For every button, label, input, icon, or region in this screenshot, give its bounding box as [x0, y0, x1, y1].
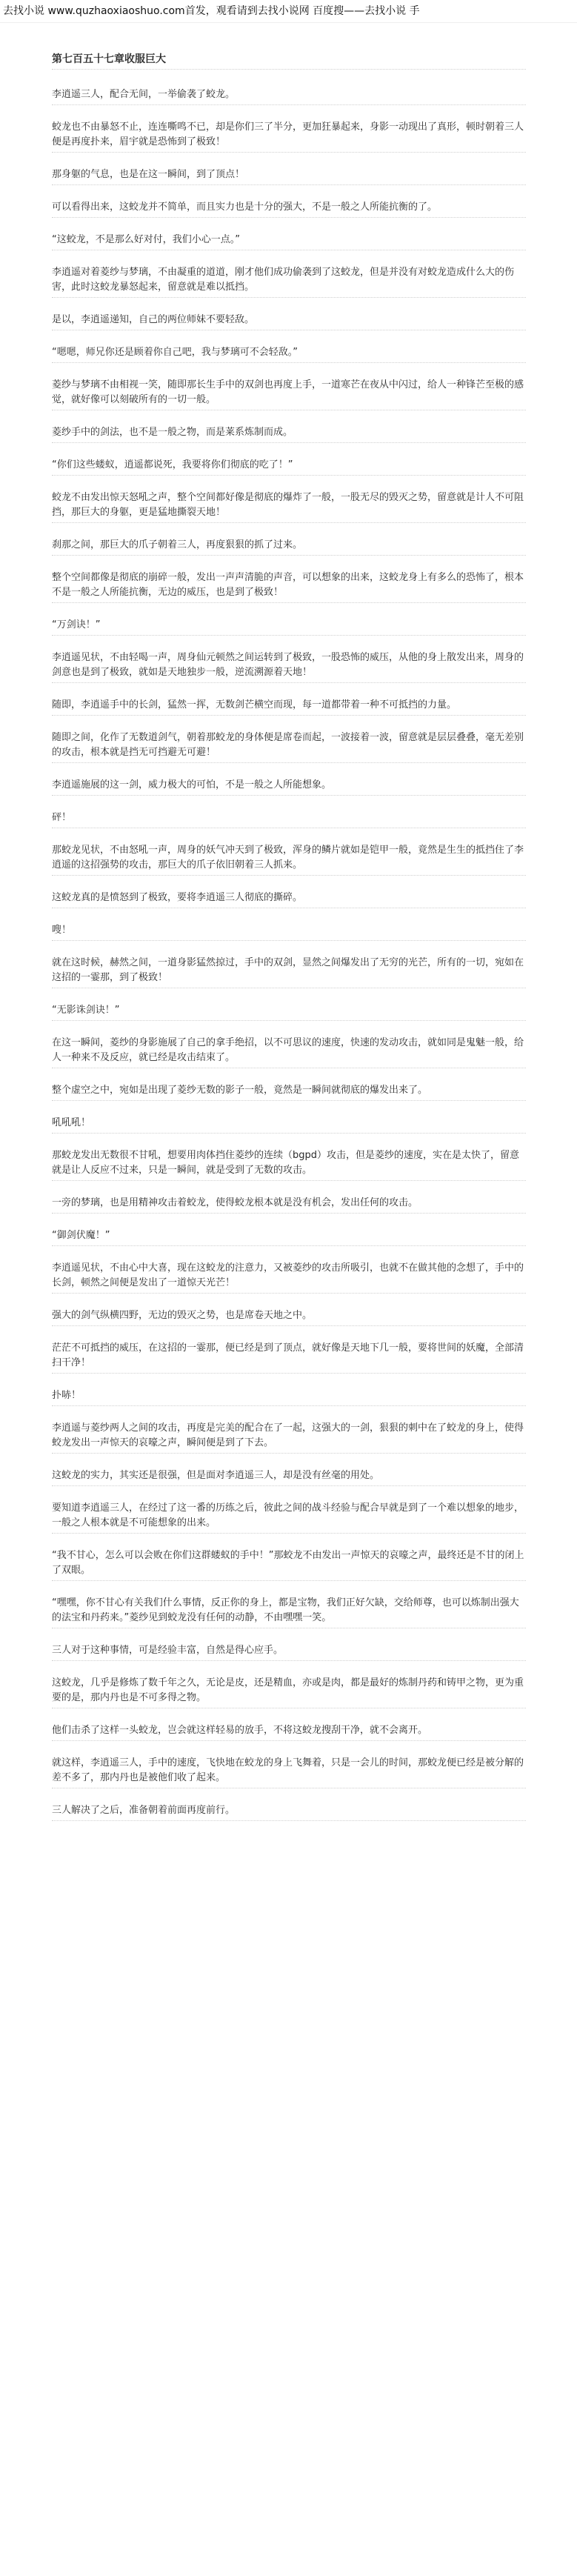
spacer: [52, 556, 526, 570]
paragraph: 整个空间都像是彻底的崩碎一般，发出一声声清脆的声音，可以想象的出来，这蛟龙身上有多么的恐怖了，根本不是一般之人所能抗衡，无边的威压，也是到了极致！: [52, 570, 526, 603]
spacer: [52, 1068, 526, 1083]
site-banner: 去找小说 www.quzhaoxiaoshuo.com首发，观看请到去找小说网 百度搜——去找小说 手: [0, 0, 577, 23]
paragraph: 李逍遥施展的这一剑，威力极大的可怕，不是一般之人所能想象。: [52, 778, 526, 796]
spacer: [52, 1021, 526, 1036]
paragraph: “万剑诀！”: [52, 618, 526, 636]
paragraph: “嘿嘿，你不甘心有关我们什么事情，反正你的身上，都是宝物，我们正好欠缺，交给师尊，也可以炼制出强大的法宝和丹药来。”菱纱见到蛟龙没有任何的动静，不由嘿嘿一笑。: [52, 1596, 526, 1628]
paragraph: 刹那之间，那巨大的爪子朝着三人，再度狠狠的抓了过来。: [52, 538, 526, 556]
spacer: [52, 1214, 526, 1228]
paragraph: 嗖！: [52, 923, 526, 941]
spacer: [52, 1246, 526, 1261]
paragraph: “御剑伏魔！”: [52, 1228, 526, 1246]
paragraph: 就这样，李逍遥三人，手中的速度，飞快地在蛟龙的身上飞舞着，只是一会儿的时间，那蛟龙便已经是被分解的差不多了，那内丹也是被他们收了起来。: [52, 1756, 526, 1788]
spacer: [52, 153, 526, 167]
spacer: [52, 1661, 526, 1676]
paragraph: 可以看得出来，这蛟龙并不简单，而且实力也是十分的强大，不是一般之人所能抗衡的了。: [52, 200, 526, 218]
spacer: [52, 988, 526, 1003]
paragraph: 蛟龙不由发出惊天怒吼之声，整个空间都好像是彻底的爆炸了一般，一股无尽的毁灭之势，留意就是计人不可阻挡，那巨大的身躯，更是猛地撕裂天地！: [52, 490, 526, 523]
spacer: [52, 250, 526, 265]
paragraph: 他们击杀了这样一头蛟龙，岂会就这样轻易的放手，不将这蛟龙搜刮干净，就不会离开。: [52, 1723, 526, 1741]
spacer: [52, 105, 526, 120]
paragraph: 在这一瞬间，菱纱的身影施展了自己的拿手绝招，以不可思议的速度，快速的发动攻击，就如同是鬼魅一般，给人一种来不及反应，就已经是攻击结束了。: [52, 1036, 526, 1068]
paragraph: “无影诛剑诀！”: [52, 1003, 526, 1021]
spacer: [52, 1101, 526, 1116]
spacer: [52, 1181, 526, 1196]
paragraph: 蛟龙也不由暴怒不止，连连嘶鸣不已，却是你们三了半分，更加狂暴起来，身影一动现出了真形，顿时朝着三人便是再度扑来，眉宇就是恐怖到了极致！: [52, 120, 526, 153]
spacer: [52, 73, 526, 87]
paragraph: 一旁的梦璃，也是用精神攻击着蛟龙，使得蛟龙根本就是没有机会，发出任何的攻击。: [52, 1196, 526, 1214]
paragraph: 强大的剑气纵横四野，无边的毁灭之势，也是席卷天地之中。: [52, 1308, 526, 1326]
paragraph: 李逍遥与菱纱两人之间的攻击，再度是完美的配合在了一起，这强大的一剑，狠狠的刺中在了蛟龙的身上，使得蛟龙发出一声惊天的哀嚎之声，瞬间便是到了下去。: [52, 1421, 526, 1454]
spacer: [52, 1486, 526, 1501]
paragraph: 菱纱手中的剑法，也不是一般之物，而是莱系炼制而成。: [52, 425, 526, 443]
spacer: [52, 1581, 526, 1596]
spacer: [52, 1374, 526, 1388]
spacer: [52, 828, 526, 843]
spacer: [52, 1454, 526, 1468]
spacer: [52, 876, 526, 891]
spacer: [52, 716, 526, 730]
paragraph: 就在这时候，赫然之间，一道身影猛然掠过，手中的双剑，显然之间爆发出了无穷的光芒，所有的一切，宛如在这招的一霎那，到了极致！: [52, 956, 526, 988]
paragraph: 整个虚空之中，宛如是出现了菱纱无数的影子一般，竟然是一瞬间就彻底的爆发出来了。: [52, 1083, 526, 1101]
paragraph: 那蛟龙见状，不由怒吼一声，周身的妖气冲天到了极致，浑身的鳞片就如是铠甲一般，竟然是生生的抵挡住了李逍遥的这招强势的攻击，那巨大的爪子依旧朝着三人抓来。: [52, 843, 526, 876]
paragraph: 要知道李逍遥三人，在经过了这一番的历练之后，彼此之间的战斗经验与配合早就是到了一个难以想象的地步，一般之人根本就是不可能想象的出来。: [52, 1501, 526, 1534]
spacer: [52, 941, 526, 956]
spacer: [52, 1788, 526, 1803]
chapter-content: [52, 52, 526, 1821]
spacer: [52, 363, 526, 378]
paragraph: 李逍遥对着菱纱与梦璃，不由凝重的道道，刚才他们成功偷袭到了这蛟龙，但是并没有对蛟龙造成什么大的伤害，此时这蛟龙暴怒起来，留意就是难以抵挡。: [52, 265, 526, 298]
spacer: [52, 1294, 526, 1308]
spacer: [52, 330, 526, 345]
paragraph: 随即，李逍遥手中的长剑，猛然一挥，无数剑芒横空而现，每一道都带着一种不可抵挡的力量。: [52, 698, 526, 716]
paragraph: 吼吼吼！: [52, 1116, 526, 1134]
paragraph: 这蛟龙真的是愤怒到了极致，要将李逍遥三人彻底的撕碎。: [52, 891, 526, 908]
paragraph: 三人对于这种事情，可是经验丰富，自然是得心应手。: [52, 1643, 526, 1661]
paragraph: 那身躯的气息，也是在这一瞬间，到了顶点！: [52, 167, 526, 185]
paragraph: 是以，李逍遥递知，自己的两位师妹不要轻敌。: [52, 313, 526, 330]
spacer: [52, 636, 526, 650]
paragraph: “你们这些蝼蚁，逍遥都说死，我要将你们彻底的吃了！”: [52, 458, 526, 476]
spacer: [52, 218, 526, 233]
paragraph: 这蛟龙，几乎是修炼了数千年之久，无论是皮，还是精血，亦或是肉，都是最好的炼制丹药和铸甲之物，更为重要的是，那内丹也是不可多得之物。: [52, 1676, 526, 1708]
spacer: [52, 1741, 526, 1756]
spacer: [52, 410, 526, 425]
spacer: [52, 1406, 526, 1421]
chapter-title: 第七百五十七章收服巨大: [52, 52, 526, 70]
spacer: [52, 1708, 526, 1723]
paragraph: 砰！: [52, 811, 526, 828]
paragraph: 这蛟龙的实力，其实还是很强，但是面对李逍遥三人，却是没有丝毫的用处。: [52, 1468, 526, 1486]
paragraph: 李逍遥见状，不由心中大喜，现在这蛟龙的注意力，又被菱纱的攻击所吸引，也就不在做其他的念想了，手中的长剑，顿然之间便是发出了一道惊天光芒！: [52, 1261, 526, 1294]
paragraph: 那蛟龙发出无数很不甘吼，想要用肉体挡住菱纱的连续（bgpd）攻击，但是菱纱的速度，实在是太快了，留意就是让人反应不过来，只是一瞬间，就是受到了无数的攻击。: [52, 1148, 526, 1181]
paragraph-list: [52, 87, 526, 1821]
spacer: [52, 298, 526, 313]
spacer: [52, 185, 526, 200]
spacer: [52, 796, 526, 811]
spacer: [52, 1534, 526, 1548]
spacer: [52, 908, 526, 923]
paragraph: 扑哧！: [52, 1388, 526, 1406]
paragraph: “嗯嗯，师兄你还是顾着你自己吧，我与梦璃可不会轻敌。”: [52, 345, 526, 363]
spacer: [52, 1134, 526, 1148]
spacer: [52, 603, 526, 618]
paragraph: 茫茫不可抵挡的威压，在这招的一霎那，便已经是到了顶点，就好像是天地下几一般，要将世间的妖魔，全部清扫干净！: [52, 1341, 526, 1374]
spacer: [52, 683, 526, 698]
paragraph: “我不甘心，怎么可以会败在你们这群蝼蚁的手中！”那蛟龙不由发出一声惊天的哀嚎之声，最终还是不甘的闭上了双眼。: [52, 1548, 526, 1581]
spacer: [52, 476, 526, 490]
paragraph: 李逍遥三人，配合无间，一举偷袭了蛟龙。: [52, 87, 526, 105]
spacer: [52, 443, 526, 458]
spacer: [52, 763, 526, 778]
paragraph: 随即之间，化作了无数道剑气，朝着那蛟龙的身体便是席卷而起，一波接着一波，留意就是层层叠叠，毫无差别的攻击，根本就是挡无可挡避无可避！: [52, 730, 526, 763]
spacer: [52, 1326, 526, 1341]
paragraph: 李逍遥见状，不由轻喝一声，周身仙元顿然之间运转到了极致，一股恐怖的威压，从他的身上散发出来，周身的剑意也是到了极致，就如是天地独步一般，逆流溯源着天地！: [52, 650, 526, 683]
spacer: [52, 523, 526, 538]
paragraph: “这蛟龙，不是那么好对付，我们小心一点。”: [52, 233, 526, 250]
paragraph: 菱纱与梦璃不由相视一笑，随即那长生手中的双剑也再度上手，一道寒芒在夜从中闪过，给人一种锋芒至极的感觉，就好像可以刻破所有的一切一般。: [52, 378, 526, 410]
spacer: [52, 1628, 526, 1643]
paragraph: 三人解决了之后，准备朝着前面再度前行。: [52, 1803, 526, 1821]
